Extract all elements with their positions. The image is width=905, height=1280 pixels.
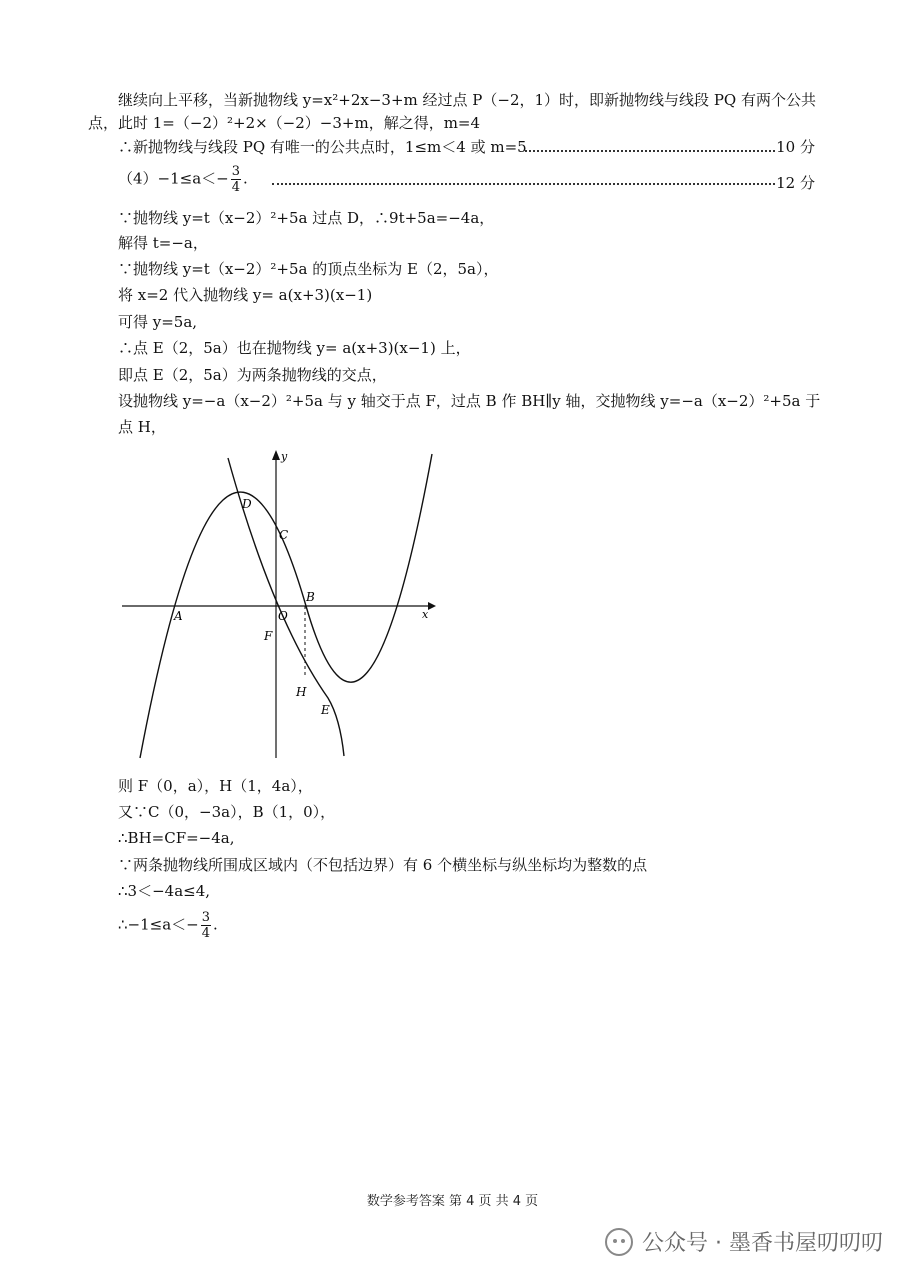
line-10: ∴点 E（2，5a）也在抛物线 y= a(x+3)(x−1) 上， <box>118 339 471 357</box>
point-label-a: A <box>174 609 183 623</box>
line-7: ∵抛物线 y=t（x−2）²+5a 的顶点坐标为 E（2，5a）， <box>118 260 499 278</box>
leader-dots-2 <box>272 183 775 185</box>
y-axis-label: y <box>281 450 288 463</box>
line-11: 即点 E（2，5a）为两条抛物线的交点， <box>118 366 387 384</box>
wechat-icon <box>604 1227 634 1257</box>
point-label-f: F <box>264 629 273 643</box>
line-5: ∵抛物线 y=t（x−2）²+5a 过点 D，∴9t+5a=−4a， <box>118 209 495 227</box>
score-12: 12 分 <box>776 174 815 192</box>
line-12: 设抛物线 y=−a（x−2）²+5a 与 y 轴交于点 F，过点 B 作 BH∥y 轴，交抛物线 y=−a（x−2）²+5a 于 <box>118 392 821 410</box>
line-16: ∴BH=CF=−4a, <box>118 829 235 847</box>
point-label-e: E <box>321 703 330 717</box>
line-15: 又∵C（0，−3a），B（1，0）， <box>118 803 336 821</box>
point-label-c: C <box>279 528 289 542</box>
parabola-figure <box>118 446 448 766</box>
line-4: （4）−1≤a＜− $\frac{3}{4}$ . <box>118 164 248 195</box>
fraction-3-4-final: $\frac{3}{4}$ <box>201 910 211 941</box>
line-2: 点，此时 1=（−2）²+2×（−2）−3+m，解之得，m=4 <box>88 114 481 132</box>
line-14: 则 F（0，a），H（1，4a）， <box>118 777 313 795</box>
line-6: 解得 t=−a， <box>118 234 208 252</box>
x-axis-label: x <box>422 608 429 621</box>
point-label-o: O <box>278 609 288 623</box>
watermark <box>604 1226 883 1257</box>
line-19-text: ∴−1≤a＜− <box>118 915 199 934</box>
point-label-h: H <box>296 685 307 699</box>
x-axis-arrow <box>428 602 436 610</box>
point-label-d: D <box>242 497 252 511</box>
page-footer: 数学参考答案 第 4 页 共 4 页 <box>366 1194 539 1209</box>
line-1: 继续向上平移，当新抛物线 y=x²+2x−3+m 经过点 P（−2，1）时，即新抛物线与线段 PQ 有两个公共 <box>118 91 816 109</box>
leader-dots-1 <box>525 150 775 152</box>
watermark-text: 公众号 · 墨香书屋叨叨叨 <box>642 1231 883 1256</box>
line-19: ∴−1≤a＜− $\frac{3}{4}$ . <box>118 910 218 941</box>
score-10: 10 分 <box>776 138 815 156</box>
line-13: 点 H， <box>118 418 166 436</box>
line-9: 可得 y=5a, <box>118 313 198 331</box>
line-4-text: （4）−1≤a＜− <box>118 169 229 188</box>
line-17: ∵两条抛物线所围成区域内（不包括边界）有 6 个横坐标与纵坐标均为整数的点 <box>118 856 648 874</box>
fraction-3-4: $\frac{3}{4}$ <box>231 164 241 195</box>
line-8: 将 x=2 代入抛物线 y= a(x+3)(x−1) <box>118 286 373 304</box>
point-label-b: B <box>306 590 315 604</box>
line-18: ∴3＜−4a≤4, <box>118 882 211 900</box>
line-3: ∴新抛物线与线段 PQ 有唯一的公共点时，1≤m＜4 或 m=5 <box>118 138 527 156</box>
y-axis-arrow <box>272 450 280 460</box>
